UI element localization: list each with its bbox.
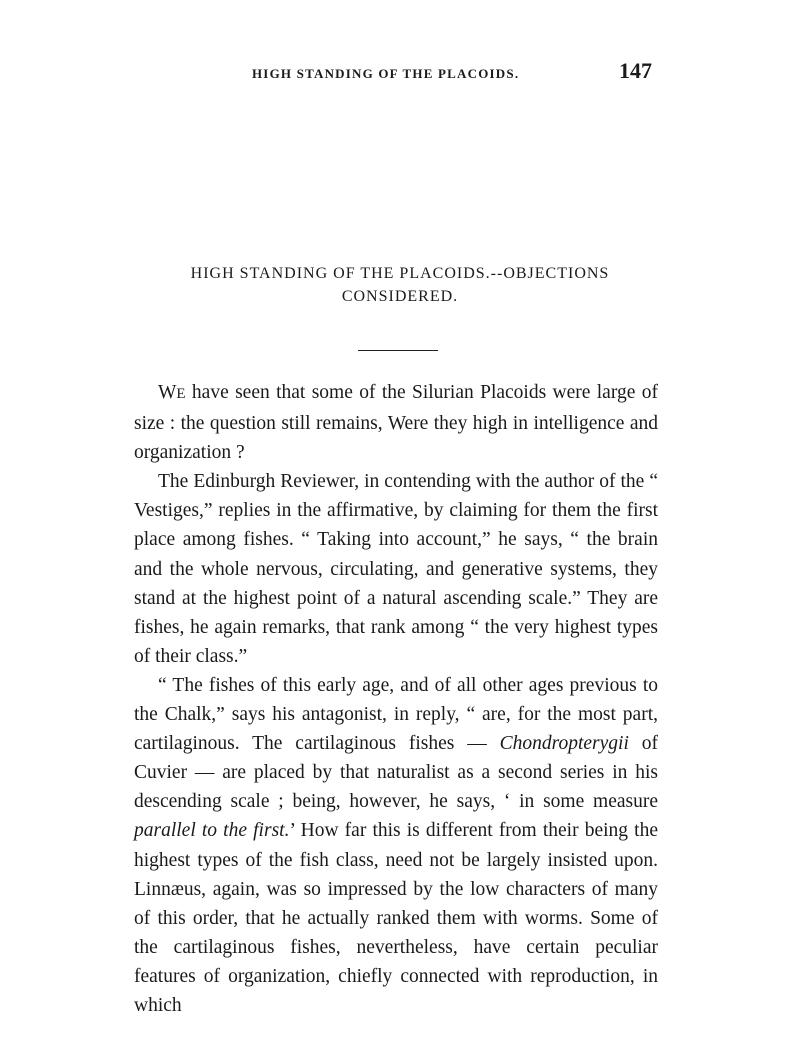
title-rule [358,350,438,351]
smallcaps-letters: E [176,386,186,402]
chapter-title-line-1: HIGH STANDING OF THE PLACOIDS.--OBJECTIONS [190,265,610,282]
paragraph-1-text: have seen that some of the Silurian Placoids were large of size : the question still remains, Were they high in intelligence and organization ? [134,382,658,464]
chapter-title [100,262,700,308]
paragraph-3-text-a: “ The fishes of this early age, and of all other ages previous to the Chalk,” says his antagonist, in reply, “ are, for the most part, cartilaginous. The cartilaginous fishes — [134,674,658,755]
initial-letter: W [158,382,177,403]
body-text [134,378,658,1020]
paragraph-3-text-b: of Cuvier — are placed by that naturalist as a second series in his descending scale ; being, however, he says, ‘ in some measure [134,733,658,813]
chapter-title-line-2: CONSIDERED. [341,288,459,305]
paragraph-3-text-c: ’ How far this is different from their being the highest types of the fish class, need not be largely insisted upon. Linnæus, again, was so impressed by the low characters of many of this order, that he actually ranked them with worms. Some of the cartilaginous fishes, nevertheless, have certain peculiar features of organization, chiefly connected with reproduction, in which [134,820,659,1016]
page-number: 147 [619,58,652,83]
paragraph-1 [134,378,658,467]
italic-term-chondropterygii: Chondropterygii [499,733,629,755]
paragraph-3 [134,671,658,1020]
italic-quote-parallel: parallel to the first. [134,820,290,842]
paragraph-2: The Edinburgh Reviewer, in contending with the author of the “ Vestiges,” replies in the affirmative, by claiming for them the first place among fishes. “ Taking into account,” he says, “ the brain and the whole nervous, circulating, and generative systems, they stand at the highest point of a natural ascending scale.” They are fishes, he again remarks, that rank among “ the very highest types of their class.” [134,471,658,667]
running-head: HIGH STANDING OF THE PLACOIDS. [252,66,520,81]
